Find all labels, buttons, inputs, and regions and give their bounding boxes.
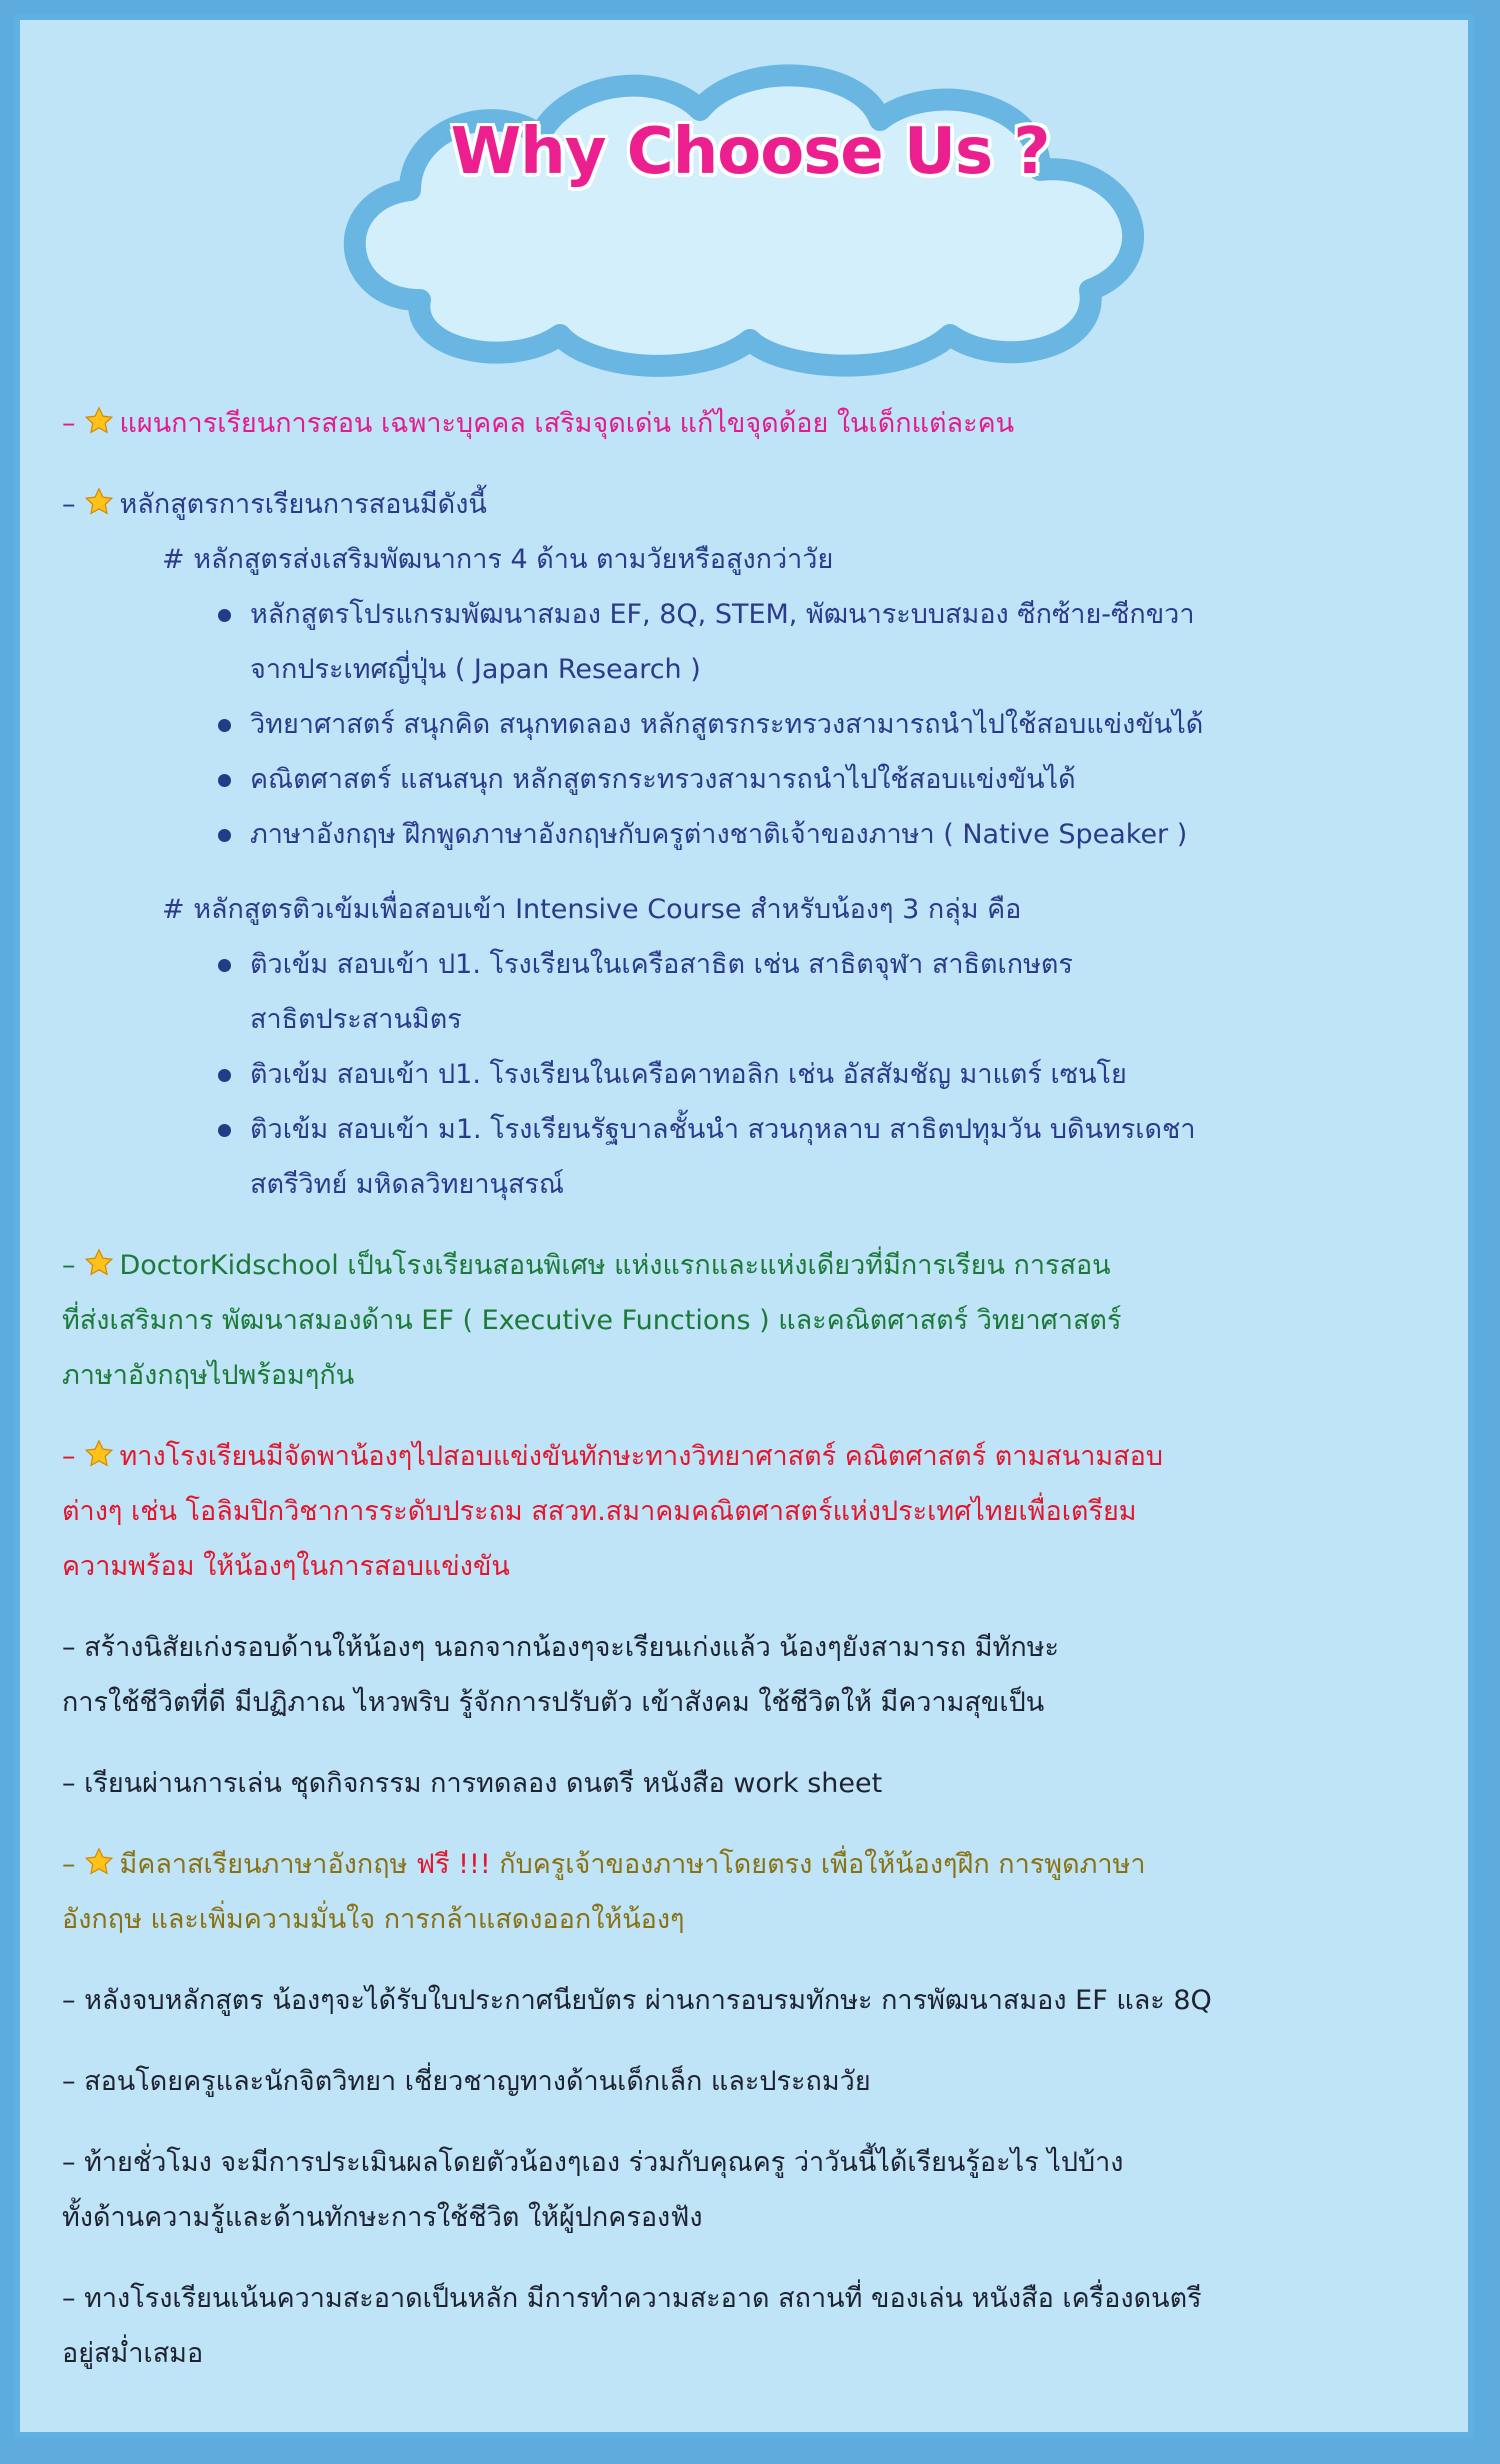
list-item: ภาษาอังกฤษ ฝึกพูดภาษาอังกฤษกับครูต่างชาติเจ้าของภาษา ( Native Speaker ) xyxy=(62,807,1442,862)
item-competition-line: ต่างๆ เช่น โอลิมปิกวิชาการระดับประถม สสวท.สมาคมคณิตศาสตร์แห่งประเทศไทยเพื่อเตรียม xyxy=(62,1496,1137,1527)
list-item-continuation: สตรีวิทย์ มหิดลวิทยานุสรณ์ xyxy=(250,1169,564,1200)
item-english-class: – มีคลาสเรียนภาษาอังกฤษ ฟรี !!! กับครูเจ้าของภาษาโดยตรง เพื่อให้น้องๆฝึก การพูดภาษา xyxy=(62,1849,1146,1880)
list-item: ติวเข้ม สอบเข้า ป1. โรงเรียนในเครือสาธิต เช่น สาธิตจุฬา สาธิตเกษตร xyxy=(62,937,1442,992)
list-item: วิทยาศาสตร์ สนุกคิด สนุกทดลอง หลักสูตรกระทรวงสามารถนำไปใช้สอบแข่งขันได้ xyxy=(62,697,1442,752)
item-evaluation-line: ทั้งด้านความรู้และด้านทักษะการใช้ชีวิต ให้ผู้ปกครองฟัง xyxy=(62,2202,703,2233)
cloud-badge xyxy=(300,50,1200,380)
item-certificate: – หลังจบหลักสูตร น้องๆจะได้รับใบประกาศนียบัตร ผ่านการอบรมทักษะ การพัฒนาสมอง EF และ 8Q xyxy=(62,1985,1212,2016)
item-doctorkidschool-line: ภาษาอังกฤษไปพร้อมๆกัน xyxy=(62,1360,355,1391)
star-icon xyxy=(84,1439,114,1469)
dash: – xyxy=(62,2147,76,2178)
bullet-dot xyxy=(218,1069,231,1082)
item-competition-line: ความพร้อม ให้น้องๆในการสอบแข่งขัน xyxy=(62,1551,510,1582)
item-competition: – ทางโรงเรียนมีจัดพาน้องๆไปสอบแข่งขันทักษะทางวิทยาศาสตร์ คณิตศาสตร์ ตามสนามสอบ xyxy=(62,1441,1164,1472)
dash: – xyxy=(62,2283,76,2314)
dash: – xyxy=(62,408,76,439)
bullet-dot xyxy=(218,609,231,622)
item-plan: – แผนการเรียนการสอน เฉพาะบุคคล เสริมจุดเด่น แก้ไขจุดด้อย ในเด็กแต่ละคน xyxy=(62,408,1015,439)
bullet-dot xyxy=(218,1124,231,1137)
item-play-learning: – เรียนผ่านการเล่น ชุดกิจกรรม การทดลอง ดนตรี หนังสือ work sheet xyxy=(62,1768,883,1799)
item-habits: – สร้างนิสัยเก่งรอบด้านให้น้องๆ นอกจากน้องๆจะเรียนเก่งแล้ว น้องๆยังสามารถ มีทักษะ xyxy=(62,1632,1059,1663)
dash: – xyxy=(62,1985,76,2016)
item-habits-line: การใช้ชีวิตที่ดี มีปฏิภาณ ไหวพริบ รู้จักการปรับตัว เข้าสังคม ใช้ชีวิตให้ มีความสุขเป็น xyxy=(62,1687,1045,1718)
star-icon xyxy=(84,1847,114,1877)
dash: – xyxy=(62,1768,76,1799)
item-english-class-line: อังกฤษ และเพิ่มความมั่นใจ การกล้าแสดงออกให้น้องๆ xyxy=(62,1904,685,1935)
star-icon xyxy=(84,406,114,436)
bullet-dot xyxy=(218,829,231,842)
dash: – xyxy=(62,1849,76,1880)
dash: – xyxy=(62,1632,76,1663)
list-item: ติวเข้ม สอบเข้า ม1. โรงเรียนรัฐบาลชั้นนำ สวนกุหลาบ สาธิตปทุมวัน บดินทรเดชา xyxy=(62,1102,1442,1157)
dash: – xyxy=(62,489,76,520)
bullet-dot xyxy=(218,959,231,972)
page-title: Why Choose Us ? xyxy=(450,115,1050,189)
list-item-continuation: จากประเทศญี่ปุ่น ( Japan Research ) xyxy=(250,654,701,685)
dash: – xyxy=(62,1441,76,1472)
list-item-continuation: สาธิตประสานมิตร xyxy=(250,1004,462,1035)
item-cleanliness: – ทางโรงเรียนเน้นความสะอาดเป็นหลัก มีการทำความสะอาด สถานที่ ของเล่น หนังสือ เครื่องดนตรี xyxy=(62,2283,1202,2314)
bullet-dot xyxy=(218,719,231,732)
item-cleanliness-line: อยู่สม่ำเสมอ xyxy=(62,2338,204,2369)
list-item: คณิตศาสตร์ แสนสนุก หลักสูตรกระทรวงสามารถนำไปใช้สอบแข่งขันได้ xyxy=(62,752,1442,807)
dash: – xyxy=(62,1250,76,1281)
star-icon xyxy=(84,1248,114,1278)
item-doctorkidschool: – DoctorKidschool เป็นโรงเรียนสอนพิเศษ แห่งแรกและแห่งเดียวที่มีการเรียน การสอน xyxy=(62,1250,1111,1281)
list-item: ติวเข้ม สอบเข้า ป1. โรงเรียนในเครือคาทอลิก เช่น อัสสัมชัญ มาแตร์ เซนโย xyxy=(62,1047,1442,1102)
item-teachers: – สอนโดยครูและนักจิตวิทยา เชี่ยวชาญทางด้านเด็กเล็ก และประถมวัย xyxy=(62,2066,871,2097)
item-evaluation: – ท้ายชั่วโมง จะมีการประเมินผลโดยตัวน้องๆเอง ร่วมกับคุณครู ว่าวันนี้ได้เรียนรู้อะไร ไปบ้าง xyxy=(62,2147,1124,2178)
star-icon xyxy=(84,487,114,517)
item-curriculum: – หลักสูตรการเรียนการสอนมีดังนี้ xyxy=(62,489,487,520)
dash: – xyxy=(62,2066,76,2097)
curriculum-group1-heading: # หลักสูตรส่งเสริมพัฒนาการ 4 ด้าน ตามวัยหรือสูงกว่าวัย xyxy=(162,544,834,575)
list-item: หลักสูตรโปรแกรมพัฒนาสมอง EF, 8Q, STEM, พัฒนาระบบสมอง ซีกซ้าย-ซีกขวา xyxy=(62,587,1442,642)
item-doctorkidschool-line: ที่ส่งเสริมการ พัฒนาสมองด้าน EF ( Executive Functions ) และคณิตศาสตร์ วิทยาศาสตร์ xyxy=(62,1305,1122,1336)
curriculum-group2-heading: # หลักสูตรติวเข้มเพื่อสอบเข้า Intensive Course สำหรับน้องๆ 3 กลุ่ม คือ xyxy=(162,894,1022,925)
bullet-dot xyxy=(218,774,231,787)
free-badge: ฟรี !!! xyxy=(415,1849,491,1880)
content xyxy=(62,396,1442,2381)
